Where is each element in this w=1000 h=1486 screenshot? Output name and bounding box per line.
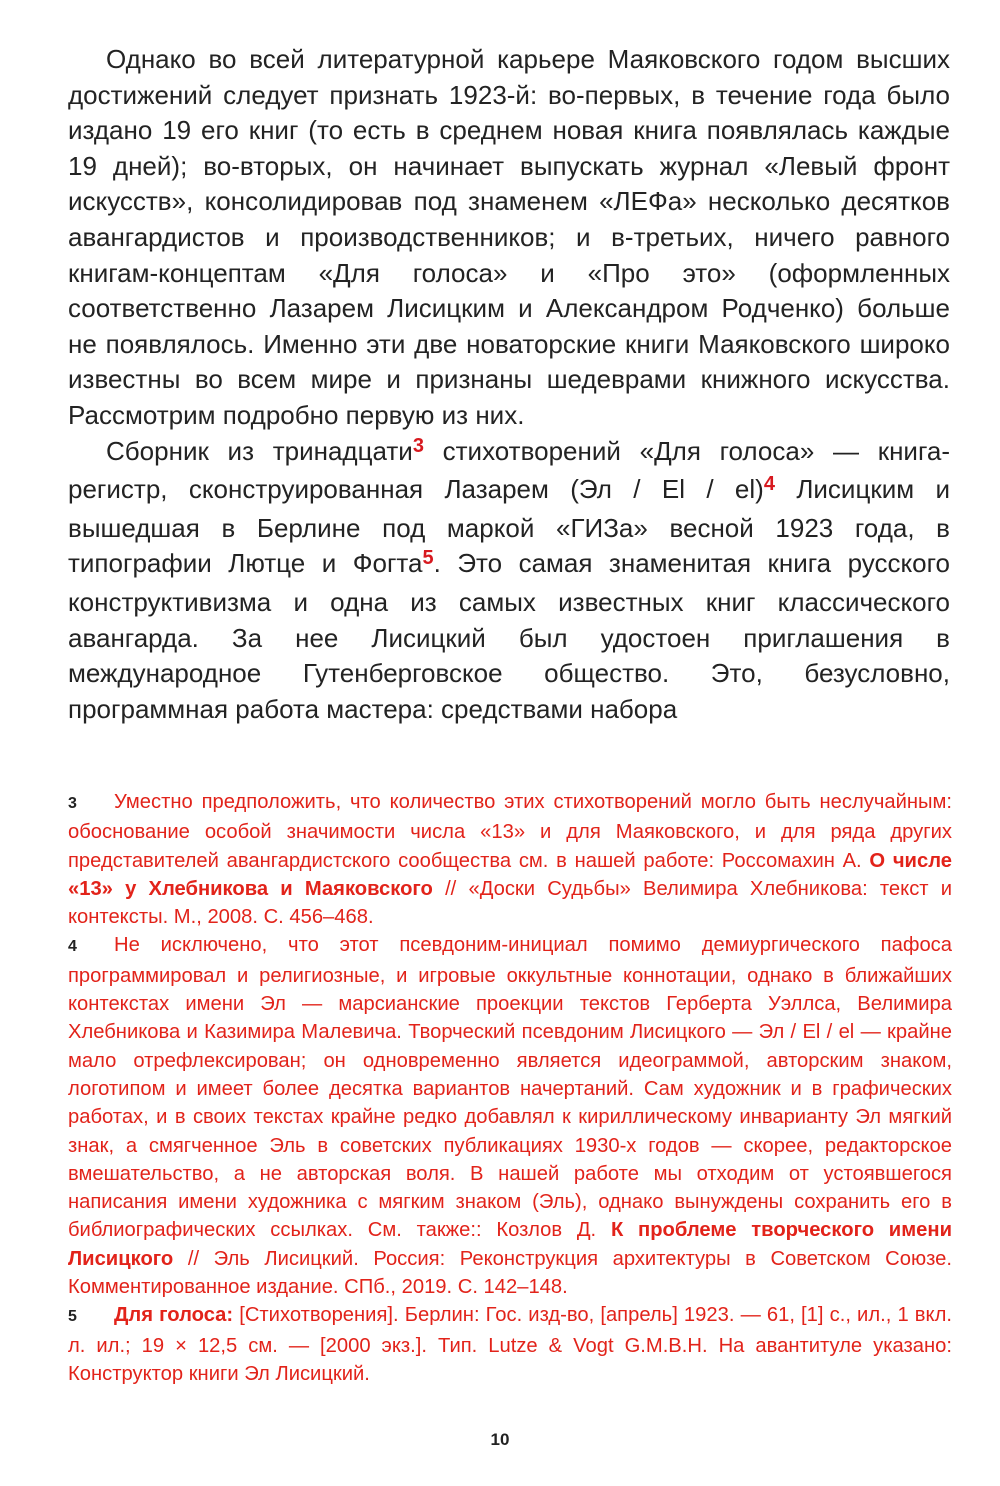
footnote-5 <box>68 1301 952 1388</box>
footnote-3-number: 3 <box>68 795 77 812</box>
footnote-3 <box>68 788 952 931</box>
footnote-4-title: К проблеме творческого имени Лисицкого <box>68 1219 952 1270</box>
main-text <box>68 42 950 727</box>
footnote-5-text-a: [Стихотворения]. Берлин: Гос. изд-во, [апрель] 1923. — 61, [1] с., ил., 1 вкл. л. ил.; 19 × 12,5 см. — [2000 экз.]. Тип. Lutze & Vogt G.M.B.H. На авантитуле указано: Конструктор книги Эл Лисицкий. <box>68 1304 952 1385</box>
paragraph-2 <box>68 434 950 728</box>
footnote-3-text-b: // «Доски Судьбы» Велимира Хлебникова: текст и контексты. М., 2008. С. 456–468. <box>68 877 952 929</box>
footnote-4-text-b: // Эль Лисицкий. Россия: Реконструкция архитектуры в Советском Союзе. Комментированное издание. СПб., 2019. С. 142–148. <box>68 1247 952 1299</box>
footnote-ref-3[interactable]: 3 <box>412 434 424 457</box>
footnote-5-number: 5 <box>68 1308 77 1326</box>
footnote-4-text-a: Не исключено, что этот псевдоним-инициал помимо демиургического пафоса программировал и религиозные, и игровые оккультные коннотации, однако в ближайших контекстах имени Эл — марсианские проекции текстов Герберта Уэллса, Велимира Хлебникова и Казимира Малевича. Творческий псевдоним Лисицкого — Эл / El / el — крайне мало отрефлексирован; он одновременно является идеограммой, авторским знаком, логотипом и имеет более десятка вариантов начертаний. Сам художник и в графических работах, и в своих текстах крайне редко добавлял к кириллическому инварианту Эл мягкий знак, а смягченное Эль в советских публикациях 1930-х годов — скорее, редакторское вмешательство, а не авторская воля. В нашей работе мы отходим от устоявшегося написания имени художника с мягким знаком (Эль), однако вынуждены сохранить его в библиографических ссылках. См. также:: Козлов Д. <box>68 934 952 1242</box>
page-number: 10 <box>490 1430 510 1449</box>
footnote-3-text-a: Уместно предположить, что количество этих стихотворений могло быть неслучайным: обоснование особой значимости числа «13» и для Маяковского, и для ряда других представителей авангардистского сообщества см. в нашей работе: Россомахин А. <box>68 791 952 872</box>
footnote-3-title: О числе «13» у Хлебникова и Маяковского <box>68 849 952 900</box>
footnote-4-number: 4 <box>68 938 77 956</box>
footnote-ref-4[interactable]: 4 <box>763 473 775 496</box>
footnotes <box>68 788 952 1388</box>
paragraph-2-part-b: стихотворений «Для голоса» — книга-регистр, сконструированная Лазарем (Эл / El / el) <box>68 435 950 505</box>
footnote-5-title: Для голоса: <box>114 1304 234 1327</box>
paragraph-2-part-c: Лисицким и вышедшая в Берлине под маркой «ГИЗа» весной 1923 года, в типографии Лютце и Фогта <box>68 474 950 579</box>
footnote-ref-5[interactable]: 5 <box>422 547 434 570</box>
paragraph-2-part-a: Сборник из тринадцати <box>106 435 413 466</box>
footnote-4 <box>68 931 952 1301</box>
paragraph-2-part-d: . Это самая знаменитая книга русского конструктивизма и одна из самых известных книг классического авангарда. За нее Лисицкий был удостоен приглашения в международное Гутенберговское общество. Это, безусловно, программная работа мастера: средствами набора <box>68 548 950 724</box>
paragraph-1: Однако во всей литературной карьере Маяковского годом высших достижений следует признать 1923-й: во-первых, в течение года было издано 19 его книг (то есть в среднем новая книга появлялась каждые 19 дней); во-вторых, он начинает выпускать журнал «Левый фронт искусств», консолидировав под знаменем «ЛЕФа» несколько десятков авангардистов и производственников; и в-третьих, ничего равного книгам-концептам «Для голоса» и «Про это» (оформленных соответственно Лазарем Лисицким и Александром Родченко) больше не появлялось. Именно эти две новаторские книги Маяковского широко известны во всем мире и признаны шедеврами книжного искусства. Рассмотрим подробно первую из них. <box>68 44 950 430</box>
